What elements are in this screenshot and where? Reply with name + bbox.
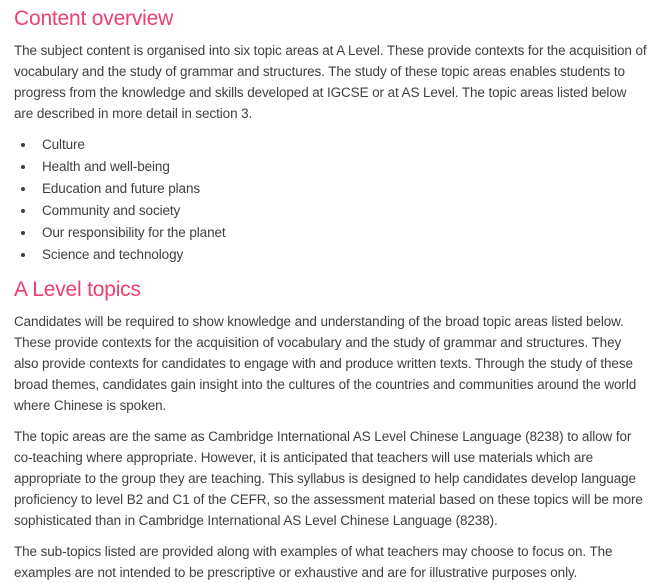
content-overview-heading: Content overview: [14, 7, 174, 30]
list-item: [14, 200, 648, 222]
list-item: [14, 222, 648, 244]
topic-label: Health and well-being: [42, 159, 170, 174]
bullet-icon: [21, 209, 25, 213]
topic-label: Science and technology: [42, 247, 184, 262]
bullet-icon: [21, 187, 25, 191]
bullet-icon: [21, 165, 25, 169]
topic-label: Community and society: [42, 203, 181, 218]
list-item: [14, 156, 648, 178]
bullet-icon: [21, 143, 25, 147]
content-overview-intro-paragraph: The subject content is organised into six topic areas at A Level. These provide contexts for the acquisition of vocabulary and the study of grammar and structures. The study of these topic areas enables students to progress from the knowledge and skills developed at IGCSE or at AS Level. The topic areas listed below are described in more detail in section 3.: [14, 43, 647, 121]
a-level-topics-paragraph: Candidates will be required to show knowledge and understanding of the broad topic areas listed below. These provide contexts for the acquisition of vocabulary and the study of grammar and structures. They also provide contexts for candidates to engage with and produce written texts. Through the study of these broad themes, candidates gain insight into the cultures of the countries and communities around the world where Chinese is spoken.: [14, 314, 637, 413]
section-content-overview: [14, 7, 648, 266]
a-level-topics-paragraph: The topic areas are the same as Cambridge International AS Level Chinese Language (8238) to allow for co-teaching where appropriate. However, it is anticipated that teachers will use materials which are appropriate to the group they are teaching. This syllabus is designed to help candidates develop language proficiency to level B2 and C1 of the CEFR, so the assessment material based on these topics will be more sophisticated than in Cambridge International AS Level Chinese Language (8238).: [14, 429, 643, 528]
topic-bullet-list: [14, 134, 648, 266]
topic-label: Culture: [42, 137, 85, 152]
list-item: [14, 244, 648, 266]
topic-label: Our responsibility for the planet: [42, 225, 226, 240]
a-level-topics-paragraph: The sub-topics listed are provided along with examples of what teachers may choose to focus on. The examples are not intended to be prescriptive or exhaustive and are for illustrative purposes only.: [14, 544, 613, 580]
section-a-level-topics: [14, 278, 648, 583]
bullet-icon: [21, 253, 25, 257]
bullet-icon: [21, 231, 25, 235]
topic-label: Education and future plans: [42, 181, 201, 196]
list-item: [14, 178, 648, 200]
list-item: [14, 134, 648, 156]
a-level-topics-heading: A Level topics: [14, 278, 141, 301]
